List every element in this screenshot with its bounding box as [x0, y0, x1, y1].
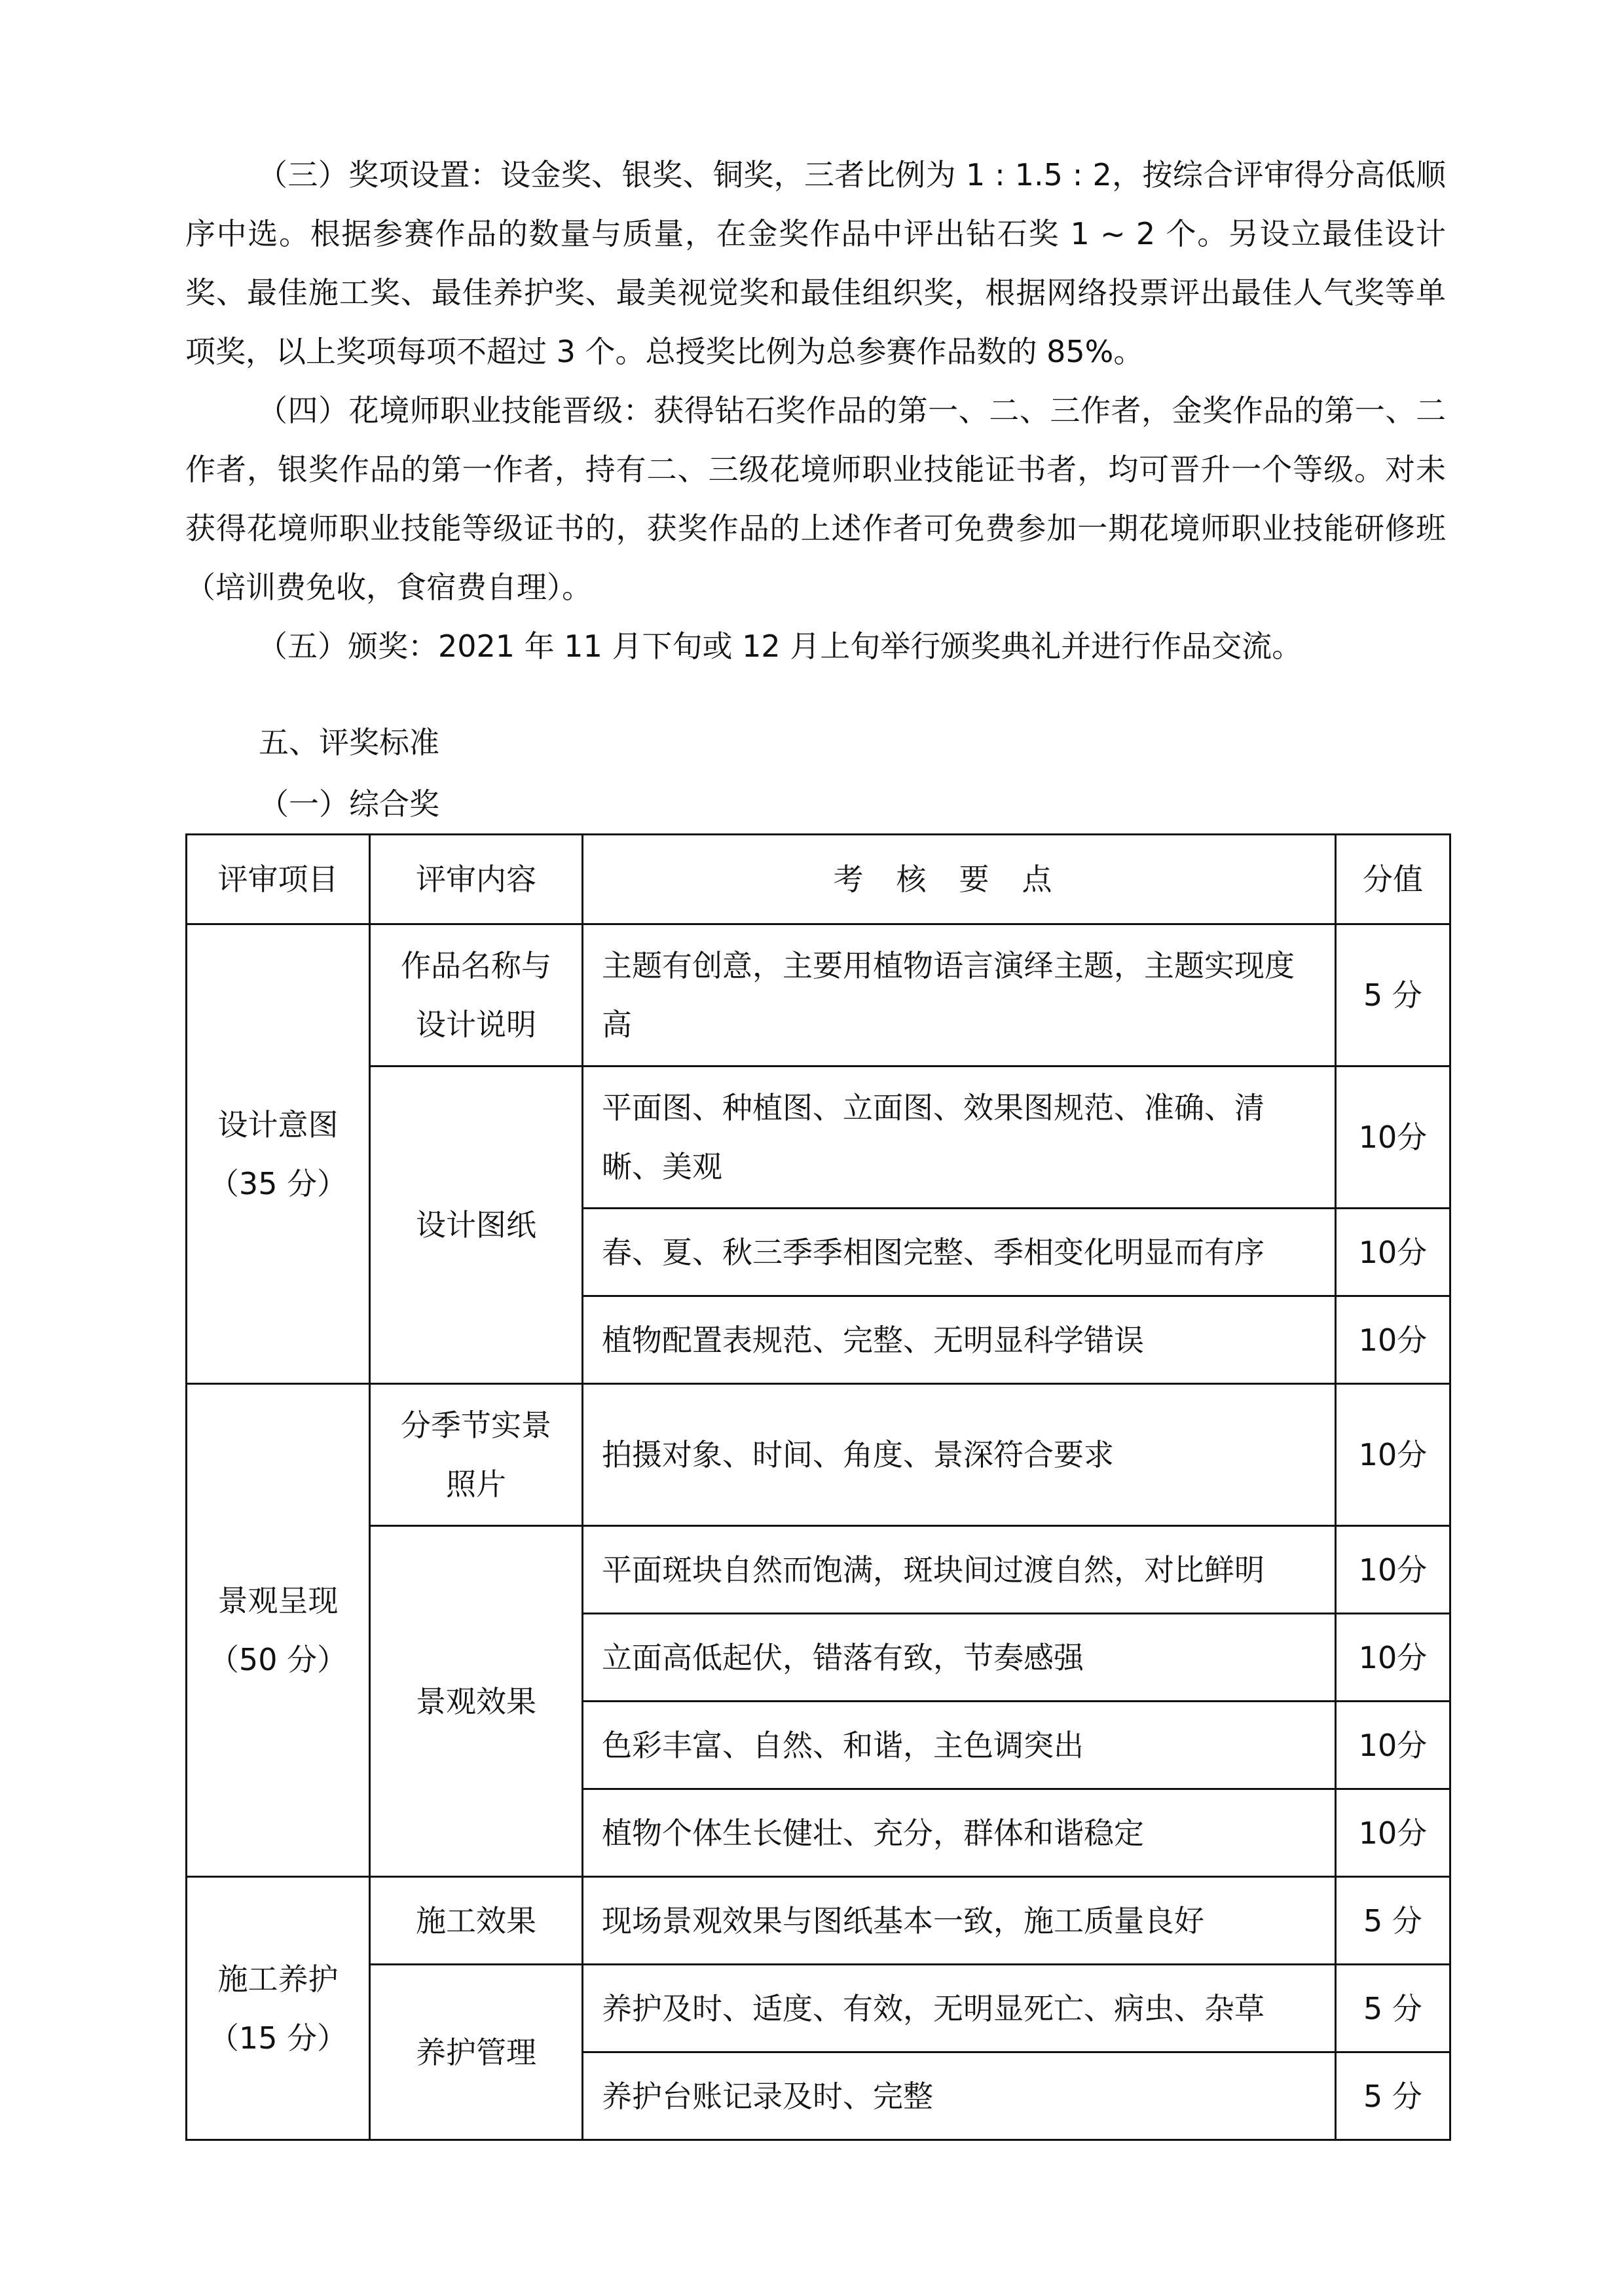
criterion: 养护及时、适度、有效，无明显死亡、病虫、杂草: [583, 1965, 1336, 2052]
group-cell-landscape: [187, 1384, 370, 1877]
score-value: 10分: [1336, 1702, 1450, 1789]
sub-item: 设计图纸: [370, 1066, 583, 1384]
criterion: 立面高低起伏，错落有致，节奏感强: [583, 1614, 1336, 1702]
criterion: 主题有创意，主要用植物语言演绎主题，主题实现度高: [583, 924, 1336, 1066]
header-points: 考核要点: [583, 835, 1336, 924]
score-value: 10分: [1336, 1066, 1450, 1209]
group-name: 施工养护: [217, 1961, 339, 1997]
criterion: 色彩丰富、自然、和谐，主色调突出: [583, 1702, 1336, 1789]
award-settings-paragraph: （三）奖项设置：设金奖、银奖、铜奖，三者比例为 1 : 1.5 : 2，按综合评审得分高低顺序中选。根据参赛作品的数量与质量，在金奖作品中评出钻石奖 1 ~ 2 个。另设立最佳设计奖、最佳施工奖、最佳养护奖、最美视觉奖和最佳组织奖，根据网络投票评出最佳人气奖等单项奖，以上奖项每项不超过 3 个。总授奖比例为总参赛作品数的 85%。: [185, 157, 1446, 369]
score-value: 10分: [1336, 1384, 1450, 1526]
score-value: 10分: [1336, 1614, 1450, 1702]
group-score: （35 分）: [208, 1165, 348, 1201]
group-name: 设计意图: [217, 1106, 339, 1142]
criterion: 现场景观效果与图纸基本一致，施工质量良好: [583, 1877, 1336, 1965]
criterion: 植物个体生长健壮、充分，群体和谐稳定: [583, 1789, 1336, 1877]
table-row: [187, 1965, 1450, 2052]
header-score: 分值: [1336, 835, 1450, 924]
group-score: （50 分）: [208, 1642, 348, 1677]
table-row: [187, 1877, 1450, 1965]
group-cell-construction: [187, 1877, 370, 2140]
score-value: 5 分: [1336, 924, 1450, 1066]
score-value: 5 分: [1336, 1965, 1450, 2052]
header-item: 评审项目: [187, 835, 370, 924]
score-value: 5 分: [1336, 1877, 1450, 1965]
criterion: 平面斑块自然而饱满，斑块间过渡自然，对比鲜明: [583, 1526, 1336, 1614]
table-row: [187, 1066, 1450, 1209]
sub-item: 养护管理: [370, 1965, 583, 2140]
group-score: （15 分）: [208, 2020, 348, 2056]
header-content: 评审内容: [370, 835, 583, 924]
score-value: 10分: [1336, 1209, 1450, 1296]
score-value: 10分: [1336, 1526, 1450, 1614]
table-row: [187, 924, 1450, 1066]
scoring-table: [185, 833, 1451, 2141]
sub-item: 作品名称与设计说明: [370, 924, 583, 1066]
sub-item: 景观效果: [370, 1526, 583, 1877]
score-value: 10分: [1336, 1296, 1450, 1384]
table-row: [187, 1526, 1450, 1614]
promotion-paragraph: （四）花境师职业技能晋级：获得钻石奖作品的第一、二、三作者，金奖作品的第一、二作者，银奖作品的第一作者，持有二、三级花境师职业技能证书者，均可晋升一个等级。对未获得花境师职业技能等级证书的，获奖作品的上述作者可免费参加一期花境师职业技能研修班（培训费免收，食宿费自理）。: [185, 393, 1446, 605]
group-cell-design: [187, 924, 370, 1384]
table-row: [187, 1384, 1450, 1526]
sub-item: 分季节实景照片: [370, 1384, 583, 1526]
criterion: 植物配置表规范、完整、无明显科学错误: [583, 1296, 1336, 1384]
sub-item: 施工效果: [370, 1877, 583, 1965]
criterion: 养护台账记录及时、完整: [583, 2052, 1336, 2140]
score-value: 10分: [1336, 1789, 1450, 1877]
ceremony-paragraph: （五）颁奖：2021 年 11 月下旬或 12 月上旬举行颁奖典礼并进行作品交流。: [257, 629, 1302, 664]
section-heading: 五、评奖标准: [259, 725, 439, 760]
criterion: 春、夏、秋三季季相图完整、季相变化明显而有序: [583, 1209, 1336, 1296]
sub-heading: （一）综合奖: [259, 786, 439, 822]
score-value: 5 分: [1336, 2052, 1450, 2140]
criterion: 拍摄对象、时间、角度、景深符合要求: [583, 1384, 1336, 1526]
group-name: 景观呈现: [217, 1583, 339, 1618]
table-header-row: [187, 835, 1450, 924]
criterion: 平面图、种植图、立面图、效果图规范、准确、清晰、美观: [583, 1066, 1336, 1209]
